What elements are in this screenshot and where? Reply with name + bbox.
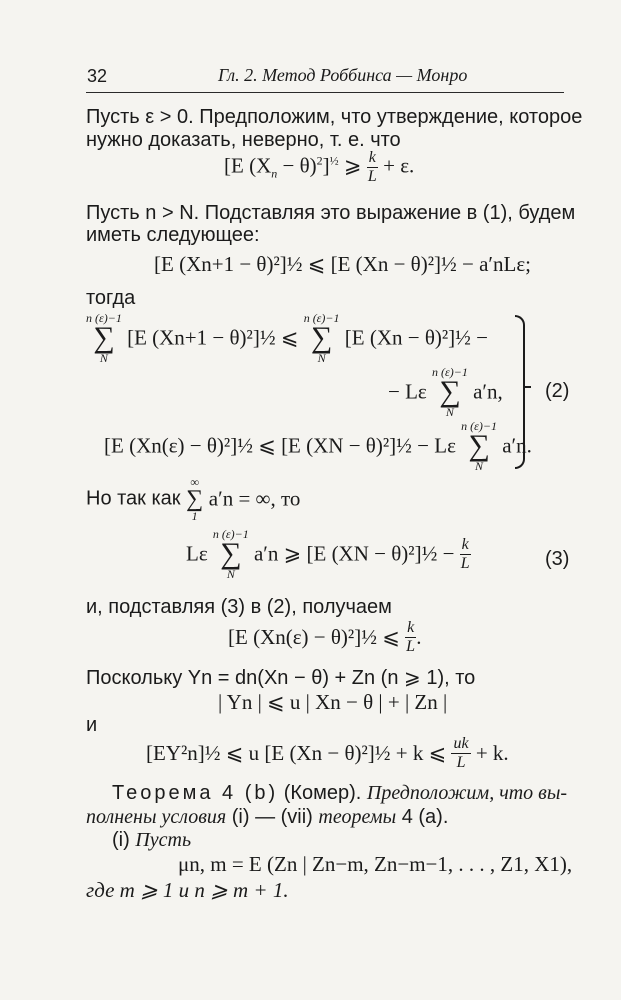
equation-7 bbox=[146, 736, 509, 771]
sum-upper-limit: n (ε)−1 bbox=[212, 527, 249, 541]
paragraph-line: Поскольку Yn = dn(Xn − θ) + Zn (n ⩾ 1), то bbox=[86, 667, 476, 689]
numerator: k bbox=[461, 535, 469, 553]
theorem-text: теоремы bbox=[318, 806, 397, 828]
condition-where-line bbox=[86, 878, 289, 903]
sigma-symbol: ∑ bbox=[186, 486, 204, 512]
text: где bbox=[86, 878, 115, 902]
theorem-author: (Комер). bbox=[283, 782, 362, 804]
theorem-text: Предположим, что вы- bbox=[366, 782, 568, 804]
sigma-symbol: ∑ bbox=[93, 321, 115, 354]
equation-5 bbox=[228, 620, 421, 655]
eq-text: + ε. bbox=[377, 153, 415, 178]
sum-upper-limit: ∞ bbox=[190, 475, 199, 489]
eq-text: a′n ⩾ [E (XN − θ)²]½ − bbox=[253, 541, 455, 566]
eq-text: ] bbox=[322, 153, 330, 178]
eq-text: [E (Xn+1 − θ)²]½ ⩽ bbox=[127, 325, 299, 350]
sigma-symbol: ∑ bbox=[468, 429, 490, 462]
eq-text: a′n, bbox=[473, 379, 503, 404]
text: Но так как bbox=[86, 487, 181, 510]
fraction-k-over-L bbox=[460, 537, 471, 572]
equation-tag-2: (2) bbox=[545, 380, 570, 402]
paragraph-line: тогда bbox=[86, 287, 136, 309]
sigma-symbol: ∑ bbox=[220, 537, 242, 570]
equation-3 bbox=[186, 528, 471, 580]
sum-upper-limit: n (ε)−1 bbox=[303, 311, 340, 325]
paragraph-line bbox=[86, 476, 300, 522]
right-brace-tip bbox=[523, 386, 531, 388]
condition-text: Пусть bbox=[135, 829, 192, 851]
summation bbox=[461, 420, 497, 472]
numerator: k bbox=[368, 149, 376, 166]
eq-text: + k. bbox=[475, 741, 509, 765]
summation-infinite bbox=[186, 476, 203, 522]
fraction-k-over-L bbox=[405, 620, 416, 655]
sum-lower-limit: N bbox=[226, 567, 235, 581]
summation bbox=[432, 366, 468, 418]
denominator: L bbox=[456, 754, 466, 771]
sum-upper-limit: n (ε)−1 bbox=[86, 311, 122, 325]
numerator: uk bbox=[453, 735, 469, 752]
sum-lower-limit: N bbox=[99, 351, 108, 365]
numerator: k bbox=[407, 619, 415, 636]
eq-text: [E (X bbox=[224, 153, 272, 178]
equation-6: | Yn | ⩽ u | Xn − θ | + | Zn | bbox=[218, 690, 448, 714]
summation bbox=[213, 528, 249, 580]
theorem-text: полнены условия bbox=[86, 806, 227, 828]
paragraph-line: Пусть ε > 0. Предположим, что утверждение, которое bbox=[86, 106, 583, 128]
sum-upper-limit: n (ε)−1 bbox=[461, 419, 497, 433]
equation-8: μn, m = E (Zn | Zn−m, Zn−m−1, . . . , Z1, X1), bbox=[178, 852, 573, 876]
sum-upper-limit: n (ε)−1 bbox=[432, 365, 468, 379]
denominator: L bbox=[460, 554, 470, 572]
paragraph-line: и bbox=[86, 714, 98, 736]
theorem-line bbox=[86, 806, 448, 829]
condition-number: (i) bbox=[112, 829, 130, 851]
fraction-k-over-L bbox=[367, 150, 378, 185]
sum-lower-limit: N bbox=[317, 351, 326, 365]
sum-lower-limit: N bbox=[475, 459, 484, 473]
eq-text: . bbox=[416, 625, 422, 649]
eq-text: a′n. bbox=[502, 433, 532, 458]
equation-1 bbox=[224, 150, 414, 185]
equation-2: [E (Xn+1 − θ)²]½ ⩽ [E (Xn − θ)²]½ − a′nLε; bbox=[154, 252, 532, 276]
denominator: L bbox=[367, 168, 377, 185]
fraction-uk-over-L bbox=[451, 736, 470, 771]
eq-text: [EY²n]½ ⩽ u [E (Xn − θ)²]½ + k ⩽ bbox=[146, 741, 447, 765]
system-line-b bbox=[388, 366, 503, 418]
paragraph-line: Пусть n > N. Подставляя это выражение в (1), будем bbox=[86, 202, 576, 224]
condition-line bbox=[112, 829, 191, 852]
summation bbox=[304, 312, 340, 364]
eq-text: [E (Xn(ε) − θ)²]½ ⩽ [E (XN − θ)²]½ − Lε bbox=[104, 433, 456, 458]
text: a′n = ∞, то bbox=[208, 486, 301, 511]
eq-text: Lε bbox=[186, 541, 208, 566]
eq-sub: n bbox=[271, 166, 278, 181]
sigma-symbol: ∑ bbox=[310, 321, 333, 354]
eq-text: − Lε bbox=[388, 379, 427, 404]
theorem-label: Теорема 4 (b) bbox=[112, 782, 279, 804]
system-line-c bbox=[104, 420, 532, 472]
sigma-symbol: ∑ bbox=[439, 375, 461, 408]
page-number: 32 bbox=[87, 66, 108, 86]
summation bbox=[86, 312, 122, 364]
eq-text: [E (Xn − θ)²]½ − bbox=[344, 325, 489, 350]
paragraph-line: и, подставляя (3) в (2), получаем bbox=[86, 596, 392, 618]
sum-lower-limit: 1 bbox=[191, 509, 198, 523]
text: m ⩾ 1 и n ⩾ m + 1. bbox=[119, 878, 289, 902]
eq-text: − θ) bbox=[277, 153, 317, 178]
eq-sup: 2 bbox=[316, 153, 323, 168]
header-rule bbox=[86, 92, 564, 93]
theorem-text: (i) — (vii) bbox=[231, 806, 313, 828]
running-title: Гл. 2. Метод Роббинса — Монро bbox=[218, 65, 468, 85]
system-line-a bbox=[86, 312, 488, 364]
paragraph-line: иметь следующее: bbox=[86, 224, 260, 246]
theorem-line bbox=[112, 782, 567, 805]
paragraph-line: нужно доказать, неверно, т. е. что bbox=[86, 129, 401, 151]
right-brace bbox=[515, 315, 525, 469]
sum-lower-limit: N bbox=[445, 405, 454, 419]
denominator: L bbox=[406, 638, 416, 655]
eq-text: [E (Xn(ε) − θ)²]½ ⩽ bbox=[228, 625, 400, 649]
eq-sup: ½ bbox=[329, 153, 339, 168]
equation-tag-3: (3) bbox=[545, 548, 570, 570]
theorem-text: 4 (a). bbox=[401, 806, 449, 828]
eq-text: ⩾ bbox=[338, 153, 367, 178]
